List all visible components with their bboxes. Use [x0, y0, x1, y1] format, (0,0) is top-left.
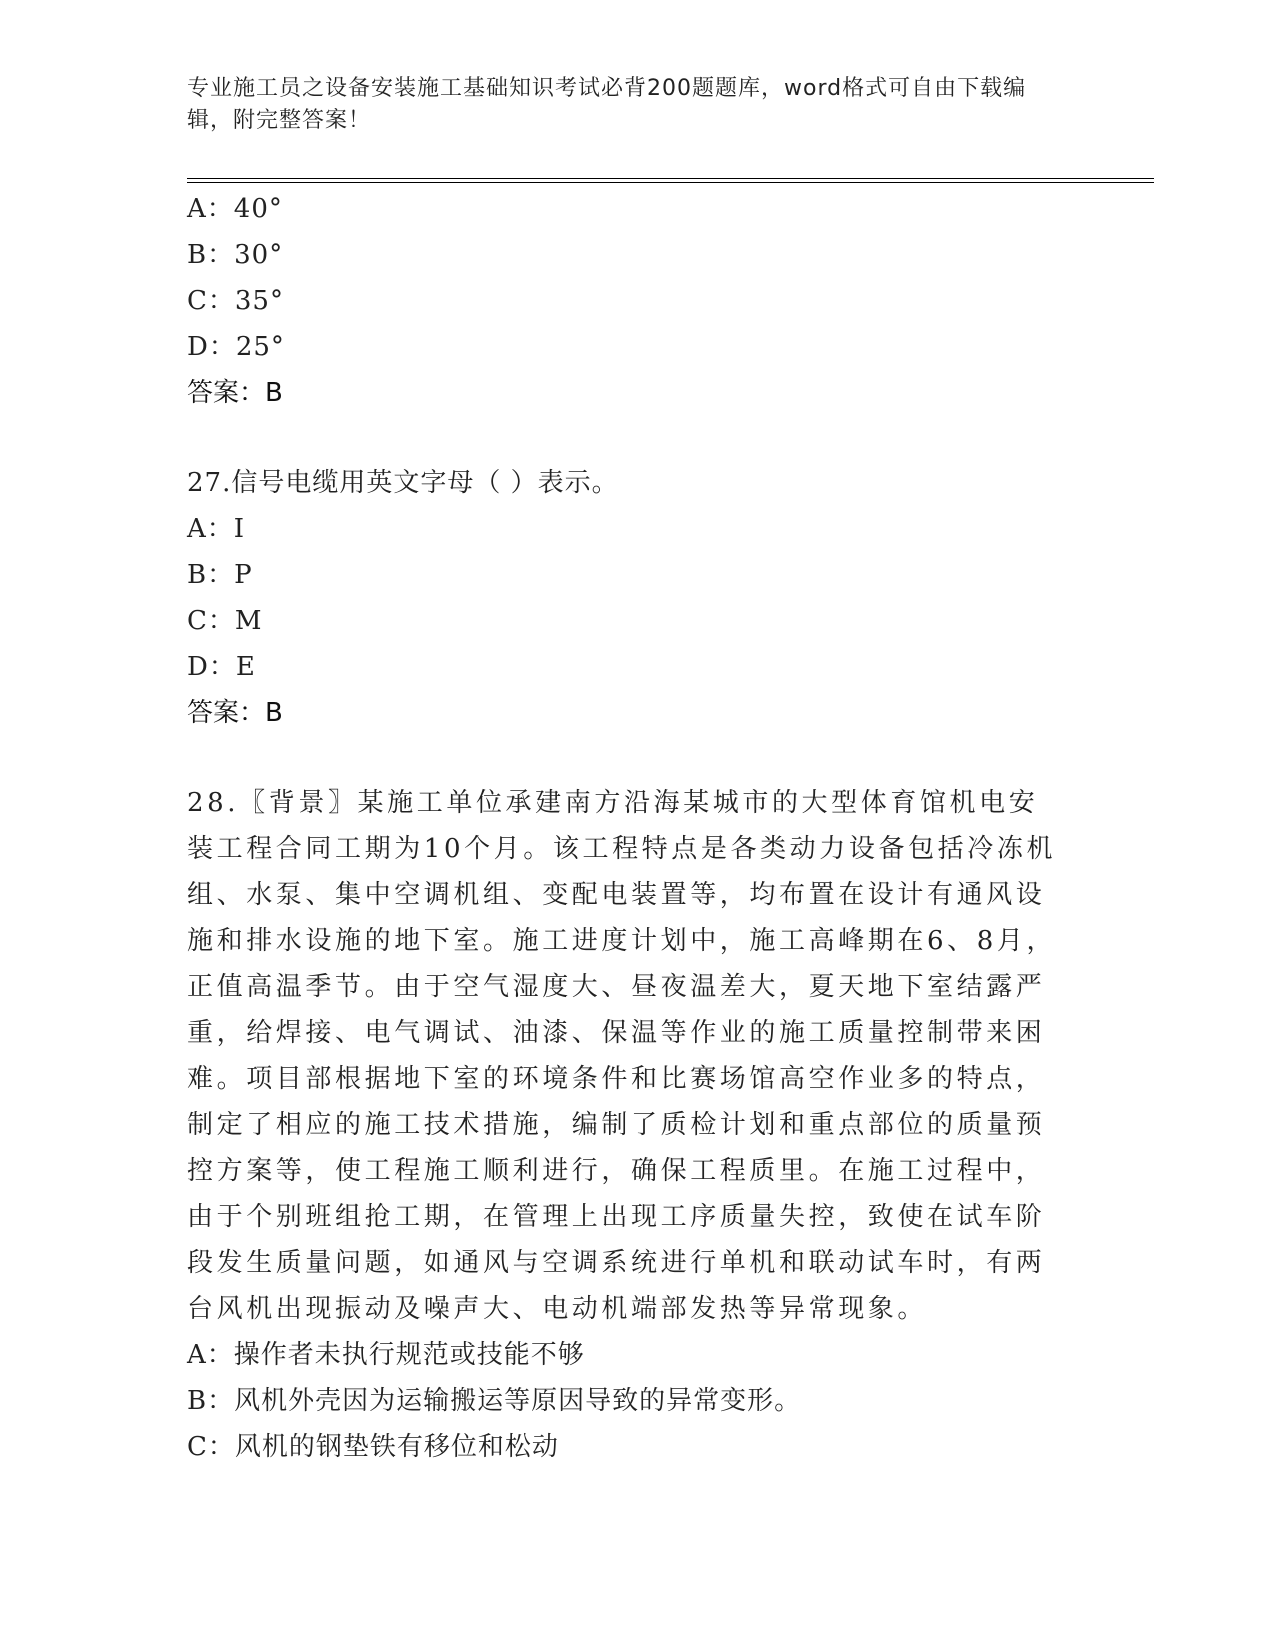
document-body	[187, 186, 1087, 1470]
spacer	[187, 416, 1087, 460]
option-b: B：30°	[187, 240, 284, 270]
option-b: B：P	[187, 560, 253, 590]
answer: 答案：B	[187, 378, 283, 408]
option-c: C：M	[187, 606, 263, 636]
question-27	[187, 460, 1087, 736]
option-a: A：I	[187, 514, 246, 544]
header-rule-bottom	[187, 182, 1154, 183]
option-c: C：35°	[187, 286, 284, 316]
option-b: B：风机外壳因为运输搬运等原因导致的异常变形。	[187, 1386, 802, 1416]
spacer	[187, 736, 1087, 780]
question-28	[187, 780, 1087, 1470]
option-c: C：风机的钢垫铁有移位和松动	[187, 1432, 559, 1462]
option-a: A：40°	[187, 194, 283, 224]
question-stem: 27.信号电缆用英文字母（ ）表示。	[187, 468, 619, 498]
answer: 答案：B	[187, 698, 283, 728]
document-header: 专业施工员之设备安装施工基础知识考试必背200题题库，word格式可自由下载编辑，附完整答案！	[187, 76, 1027, 133]
option-a: A：操作者未执行规范或技能不够	[187, 1340, 585, 1370]
option-d: D：25°	[187, 332, 285, 362]
option-d: D：E	[187, 652, 256, 682]
header-rule-top	[187, 178, 1154, 179]
question-stem: 28.〖背景〗某施工单位承建南方沿海某城市的大型体育馆机电安装工程合同工期为10个月。该工程特点是各类动力设备包括冷冻机组、水泵、集中空调机组、变配电装置等，均布置在设计有通风设施和排水设施的地下室。施工进度计划中，施工高峰期在6、8月，正值高温季节。由于空气湿度大、昼夜温差大，夏天地下室结露严重，给焊接、电气调试、油漆、保温等作业的施工质量控制带来困难。项目部根据地下室的环境条件和比赛场馆高空作业多的特点，制定了相应的施工技术措施，编制了质检计划和重点部位的质量预控方案等，使工程施工顺利进行，确保工程质里。在施工过程中，由于个别班组抢工期，在管理上出现工序质量失控，致使在试车阶段发生质量问题，如通风与空调系统进行单机和联动试车时，有两台风机出现振动及噪声大、电动机端部发热等异常现象。	[187, 788, 1057, 1324]
question-26	[187, 186, 1087, 416]
